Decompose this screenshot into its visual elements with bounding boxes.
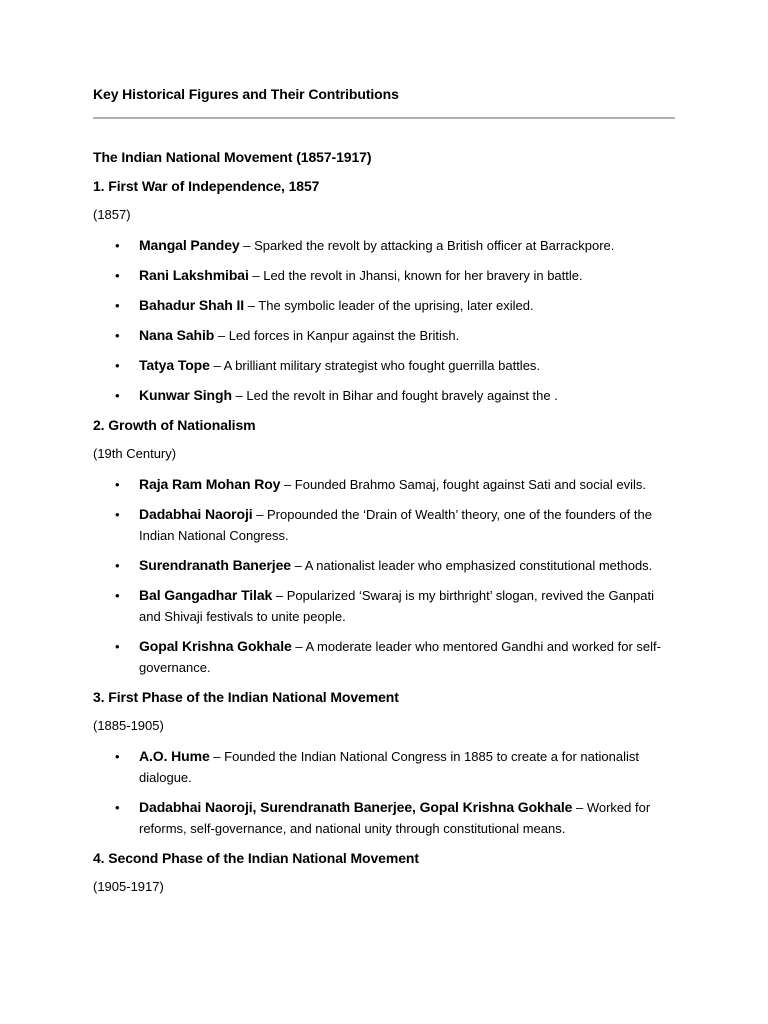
figure-description: – Led forces in Kanpur against the British. — [214, 328, 460, 343]
figure-name: Bal Gangadhar Tilak — [139, 587, 273, 603]
figure-description: – Founded Brahmo Samaj, fought against Sati and social evils. — [280, 477, 647, 492]
section-heading: 2. Growth of Nationalism — [93, 417, 256, 433]
figure-description: – Sparked the revolt by attacking a British officer at Barrackpore. — [239, 238, 615, 253]
figure-list — [93, 474, 675, 678]
list-item — [93, 746, 675, 788]
list-item — [93, 235, 675, 256]
section-period: (1905-1917) — [93, 879, 164, 894]
figure-name: Raja Ram Mohan Roy — [139, 476, 281, 492]
figure-name: Dadabhai Naoroji — [139, 506, 253, 522]
list-item — [93, 355, 675, 376]
list-item — [93, 504, 675, 546]
figure-description: – A nationalist leader who emphasized constitutional methods. — [290, 558, 653, 573]
list-item — [93, 474, 675, 495]
figure-name: A.O. Hume — [139, 748, 210, 764]
section-period: (19th Century) — [93, 446, 177, 461]
figure-name: Dadabhai Naoroji, Surendranath Banerjee, Gopal Krishna Gokhale — [139, 799, 573, 815]
bullet-icon: • — [115, 298, 120, 313]
figure-description: – Popularized ‘Swaraj is my birthright’ slogan, revived the Ganpati and Shivaji festivals to unite people. — [139, 588, 654, 624]
bullet-icon: • — [115, 328, 120, 343]
figure-name: Surendranath Banerjee — [139, 557, 291, 573]
bullet-icon: • — [115, 238, 120, 253]
figure-description: – Led the revolt in Bihar and fought bravely against the . — [231, 388, 558, 403]
figure-description: – A moderate leader who mentored Gandhi and worked for self-governance. — [139, 639, 661, 675]
bullet-icon: • — [115, 507, 120, 522]
section-heading: 4. Second Phase of the Indian National Movement — [93, 850, 419, 866]
list-item — [93, 265, 675, 286]
bullet-icon: • — [115, 388, 120, 403]
bullet-icon: • — [115, 639, 120, 654]
figure-description: – The symbolic leader of the uprising, later exiled. — [244, 298, 534, 313]
figure-description: – A brilliant military strategist who fought guerrilla battles. — [209, 358, 541, 373]
list-item — [93, 636, 675, 678]
figure-name: Bahadur Shah II — [139, 297, 245, 313]
bullet-icon: • — [115, 477, 120, 492]
list-item — [93, 385, 675, 406]
bullet-icon: • — [115, 358, 120, 373]
figure-name: Rani Lakshmibai — [139, 267, 249, 283]
section-period: (1857) — [93, 207, 131, 222]
figure-description: – Propounded the ‘Drain of Wealth’ theory, one of the founders of the Indian National Congress. — [139, 507, 652, 543]
bullet-icon: • — [115, 268, 120, 283]
main-heading: The Indian National Movement (1857-1917) — [93, 149, 372, 165]
figure-name: Tatya Tope — [139, 357, 210, 373]
bullet-icon: • — [115, 800, 120, 815]
figure-list — [93, 746, 675, 839]
list-item — [93, 325, 675, 346]
figure-name: Kunwar Singh — [139, 387, 232, 403]
list-item — [93, 295, 675, 316]
figure-list — [93, 235, 675, 406]
list-item — [93, 585, 675, 627]
bullet-icon: • — [115, 558, 120, 573]
bullet-icon: • — [115, 749, 120, 764]
list-item — [93, 797, 675, 839]
section-period: (1885-1905) — [93, 718, 164, 733]
section-heading: 1. First War of Independence, 1857 — [93, 178, 320, 194]
figure-description: – Led the revolt in Jhansi, known for her bravery in battle. — [248, 268, 583, 283]
figure-name: Mangal Pandey — [139, 237, 240, 253]
bullet-icon: • — [115, 588, 120, 603]
section-heading: 3. First Phase of the Indian National Movement — [93, 689, 399, 705]
document-body — [93, 147, 675, 907]
list-item — [93, 555, 675, 576]
figure-description: – Founded the Indian National Congress in 1885 to create a for nationalist dialogue. — [139, 749, 639, 785]
document-title: Key Historical Figures and Their Contributions — [93, 86, 399, 102]
figure-description: – Worked for reforms, self-governance, and national unity through constitutional means. — [139, 800, 651, 836]
figure-name: Gopal Krishna Gokhale — [139, 638, 292, 654]
horizontal-divider — [93, 117, 675, 119]
figure-name: Nana Sahib — [139, 327, 215, 343]
